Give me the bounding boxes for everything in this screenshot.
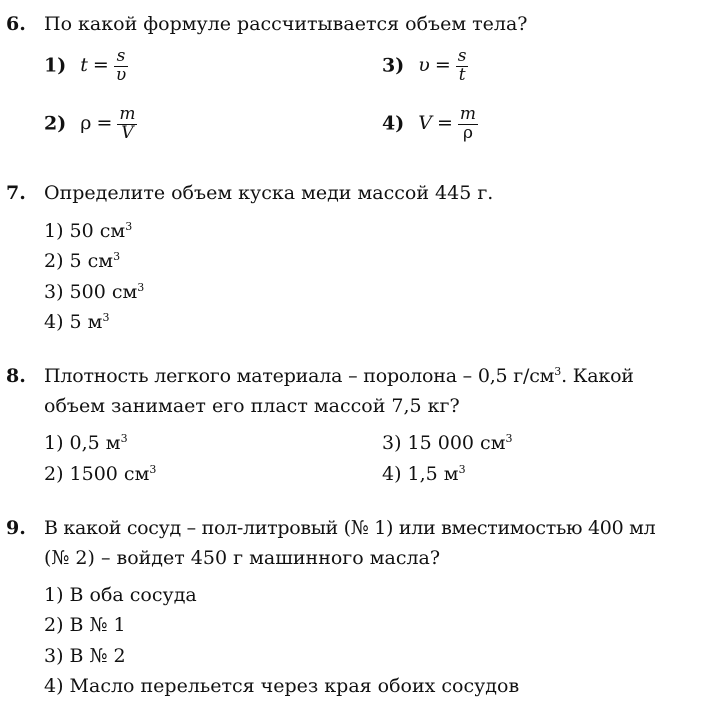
question-9-line-2: (№ 2) – войдет 450 г машинного масла? (44, 547, 441, 569)
superscript: 3 (137, 281, 145, 294)
option-number: 2) (44, 112, 67, 135)
formula-lhs: V (418, 112, 432, 135)
option-text: 2) 5 см (44, 250, 114, 272)
option-text: 3) 15 000 см (382, 432, 506, 454)
q8-option-3 (382, 432, 512, 455)
q7-option-3 (44, 281, 144, 304)
fraction-denominator: ρ (462, 122, 473, 143)
option-number: 3) (382, 54, 405, 77)
option-text: 2) 1500 см (44, 463, 150, 485)
superscript: 3 (120, 432, 128, 445)
q6-option-1 (44, 48, 128, 85)
formula-fraction (456, 48, 469, 85)
option-text: 3) 500 см (44, 281, 138, 303)
formula-fraction (117, 106, 137, 143)
fraction-numerator: s (457, 46, 467, 66)
fraction-denominator: V (121, 122, 134, 143)
question-9-number: 9. (6, 517, 26, 539)
q6-option-4 (382, 106, 478, 143)
formula-lhs: ρ (80, 112, 92, 135)
fraction-denominator: υ (115, 64, 127, 85)
question-8-line-2: объем занимает его пласт массой 7,5 кг? (44, 395, 460, 417)
question-8-line-1 (44, 365, 634, 388)
q8-option-2 (44, 463, 156, 486)
q8-option-1 (44, 432, 128, 455)
formula-lhs: t (80, 54, 88, 77)
question-8-text-part: Плотность легкого материала – поролона – 0,5 г/см (44, 365, 555, 387)
q9-option-4: 4) Масло перельется через края обоих сосудов (44, 675, 520, 697)
fraction-denominator: t (458, 64, 466, 85)
option-text: 1) 50 см (44, 220, 126, 242)
option-number: 1) (44, 54, 67, 77)
fraction-numerator: m (119, 104, 136, 124)
question-8-number: 8. (6, 365, 26, 387)
superscript: 3 (113, 250, 121, 263)
formula-fraction (114, 48, 128, 85)
superscript: 3 (505, 432, 513, 445)
question-7-number: 7. (6, 182, 26, 204)
equals-sign: = (437, 112, 453, 135)
q7-option-4 (44, 311, 109, 334)
equals-sign: = (92, 54, 109, 77)
fraction-numerator: s (114, 48, 128, 67)
formula-fraction (458, 106, 478, 143)
q9-option-3: 3) В № 2 (44, 645, 126, 667)
fraction-numerator: m (459, 104, 477, 124)
superscript: 3 (554, 365, 562, 378)
equals-sign: = (434, 54, 451, 77)
question-9-line-1: В какой сосуд – пол-литровый (№ 1) или вместимостью 400 мл (44, 517, 656, 539)
option-number: 4) (382, 112, 405, 135)
q6-option-3 (382, 48, 468, 85)
question-7-text: Определите объем куска меди массой 445 г. (44, 182, 494, 204)
superscript: 3 (125, 220, 133, 233)
q9-option-2: 2) В № 1 (44, 614, 126, 636)
q6-option-2 (44, 106, 137, 143)
q9-option-1: 1) В оба сосуда (44, 584, 197, 606)
option-text: 4) 5 м (44, 311, 103, 333)
option-text: 1) 0,5 м (44, 432, 121, 454)
superscript: 3 (458, 463, 466, 476)
equals-sign: = (96, 112, 113, 135)
option-text: 4) 1,5 м (382, 463, 459, 485)
q7-option-2 (44, 250, 120, 273)
superscript: 3 (102, 311, 110, 324)
superscript: 3 (149, 463, 157, 476)
q8-option-4 (382, 463, 466, 486)
question-6-text: По какой формуле рассчитывается объем тела? (44, 13, 528, 35)
formula-lhs: υ (418, 54, 430, 77)
q7-option-1 (44, 220, 132, 243)
question-8-text-part: . Какой (561, 365, 634, 387)
question-6-number: 6. (6, 13, 26, 35)
